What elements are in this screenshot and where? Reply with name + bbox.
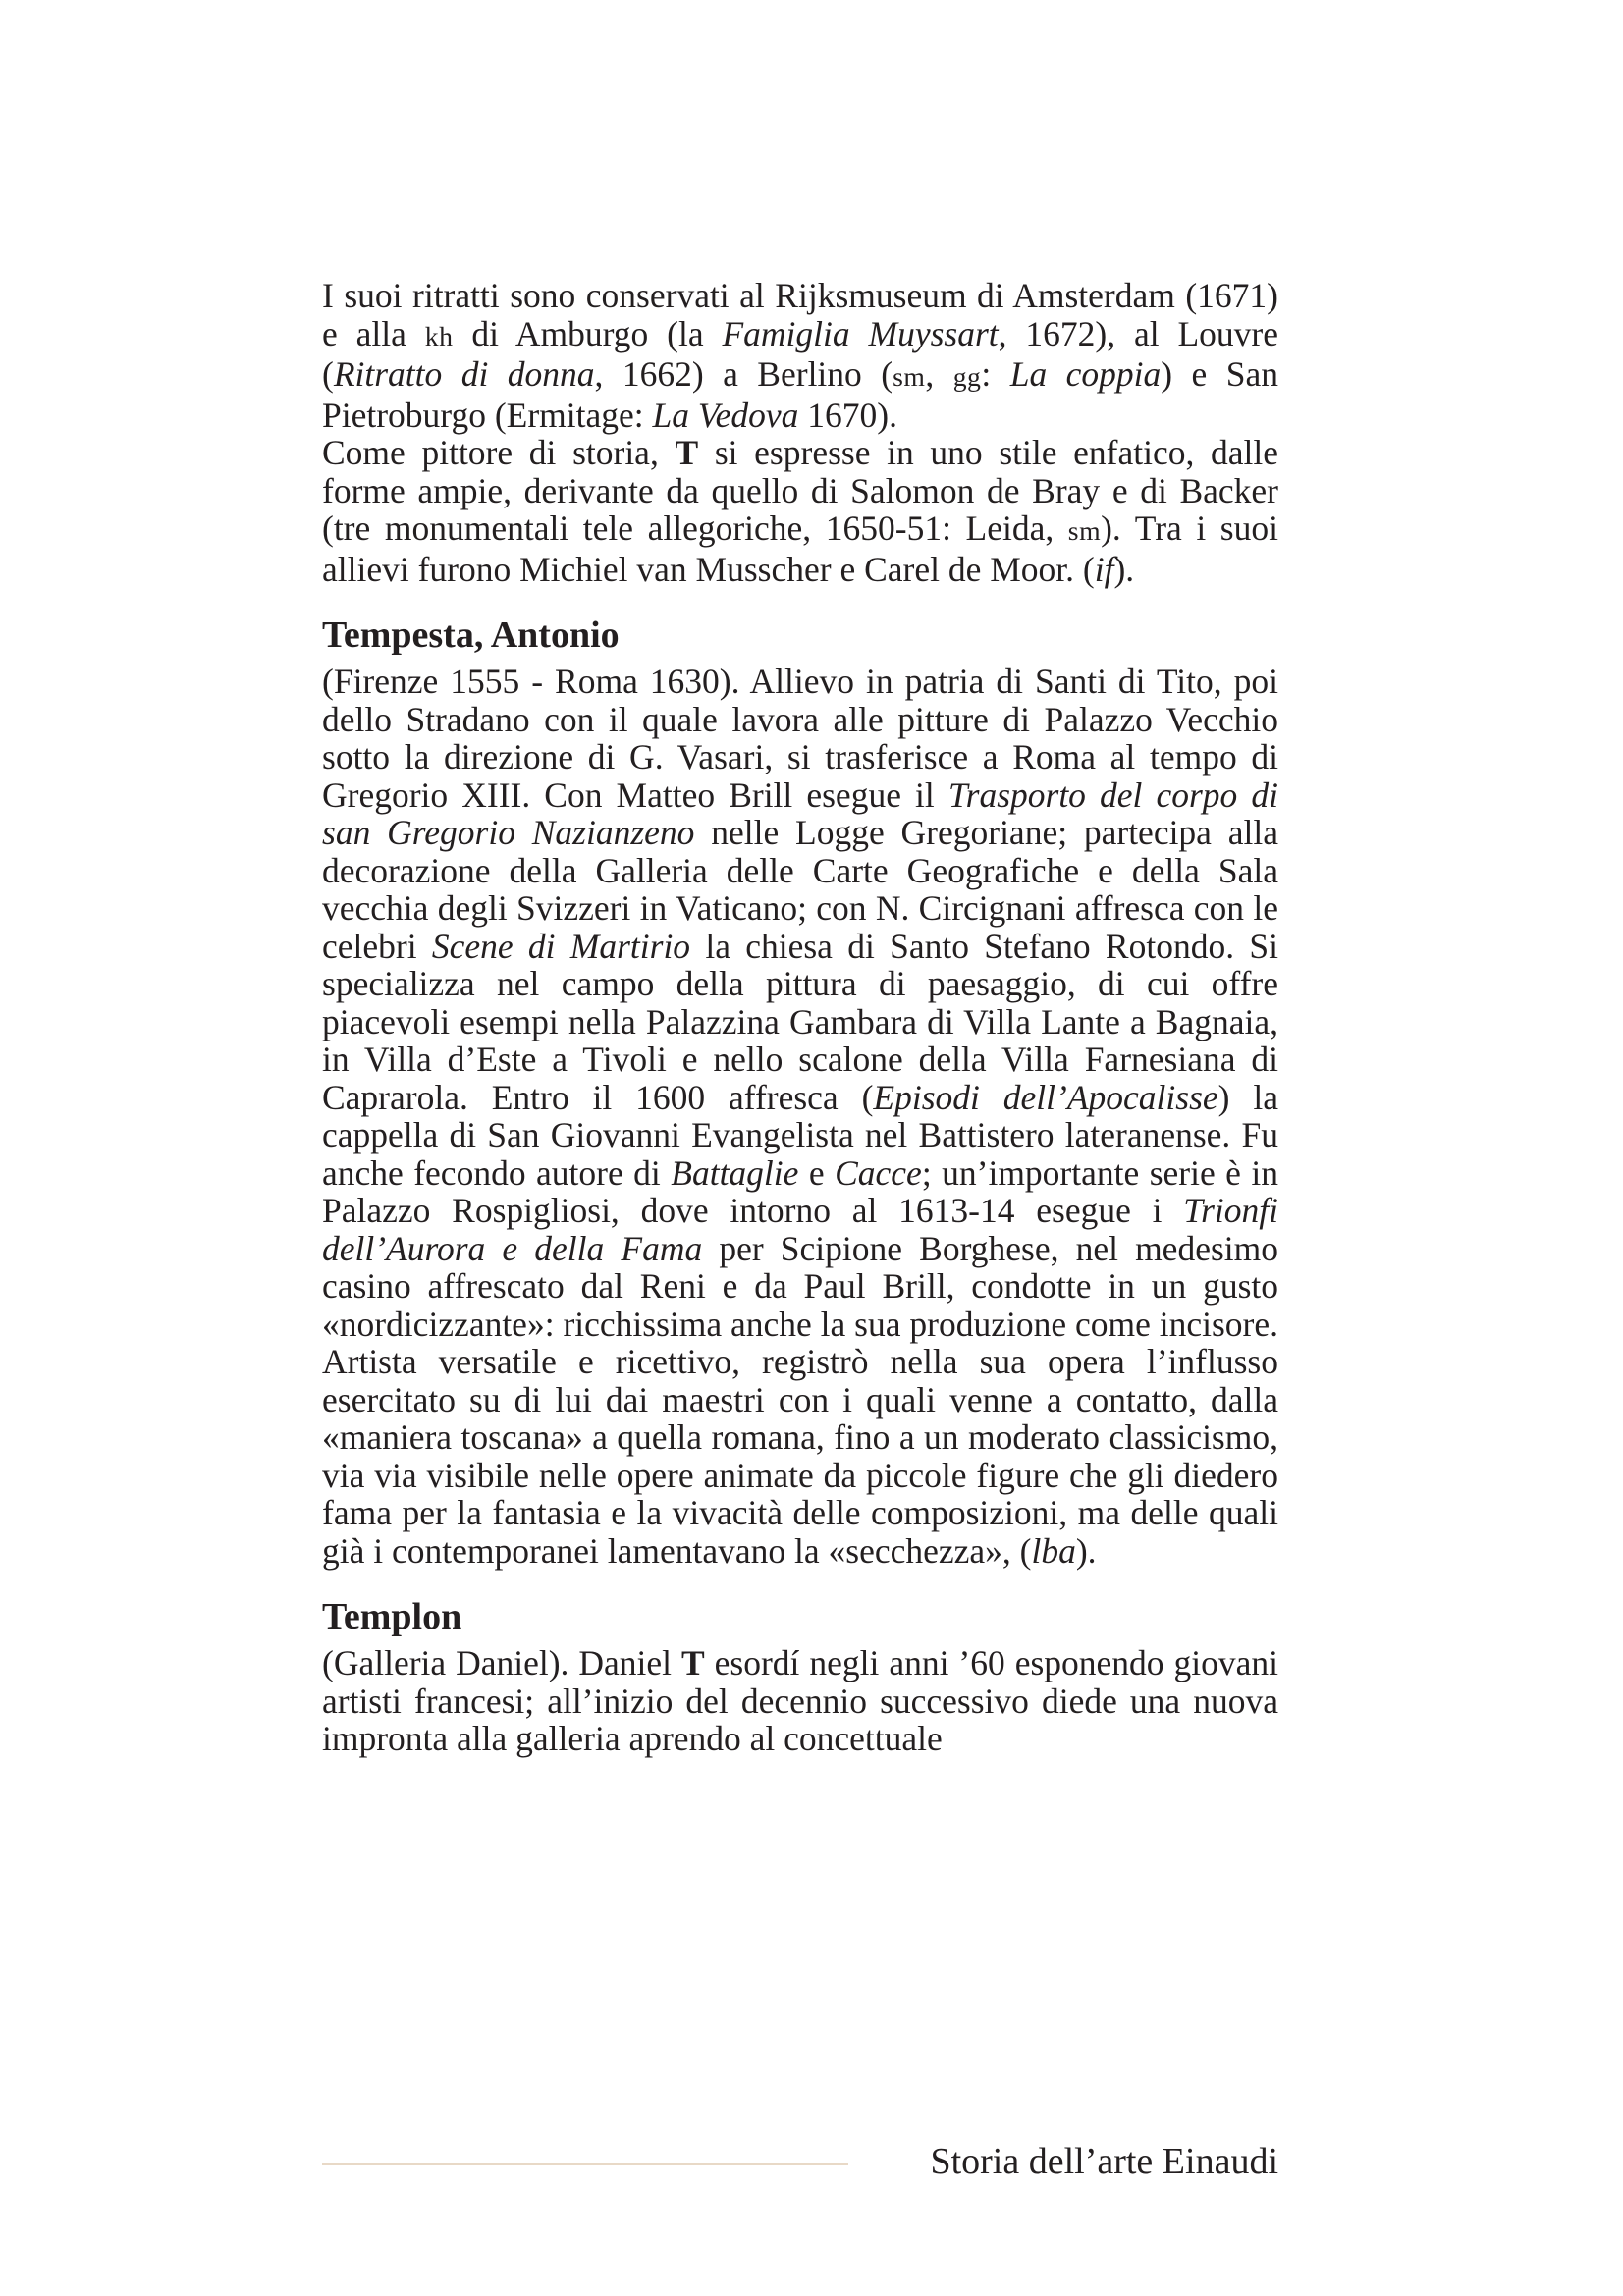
article-column xyxy=(322,277,1278,1758)
paragraph: (Firenze 1555 - Roma 1630). Allievo in patria di Santi di Tito, poi dello Stradano con il quale lavora alle pitture di Palazzo Vecchio sotto la direzione di G. Vasari, si trasferisce a Roma al tempo di Gregorio XIII. Con Matteo Brill esegue il Trasporto del corpo di san Gregorio Nazianzeno nelle Logge Gregoriane; partecipa alla decorazione della Galleria delle Carte Geografiche e della Sala vecchia degli Svizzeri in Vaticano; con N. Circignani affresca con le celebri Scene di Martirio la chiesa di Santo Stefano Rotondo. Si specializza nel campo della pittura di paesaggio, di cui offre piacevoli esempi nella Palazzina Gambara di Villa Lante a Bagnaia, in Villa d’Este a Tivoli e nello scalone della Villa Farnesiana di Caprarola. Entro il 1600 affresca (Episodi dell’Apocalisse) la cappella di San Giovanni Evangelista nel Battistero lateranense. Fu anche fecondo autore di Battaglie e Cacce; un’importante serie è in Palazzo Rospigliosi, dove intorno al 1613-14 esegue i Trionfi dell’Aurora e della Fama per Scipione Borghese, nel medesimo casino affrescato dal Reni e da Paul Brill, condotte in un gusto «nordicizzante»: ricchissima anche la sua produzione come incisore. Artista versatile e ricettivo, registrò nella sua opera l’influsso esercitato su di lui dai maestri con i quali venne a contatto, dalla «maniera toscana» a quella romana, fino a un moderato classicismo, via via visibile nelle opere animate da piccole figure che gli diedero fama per la fantasia e la vivacità delle composizioni, ma delle quali già i contemporanei lamentavano la «secchezza», (lba). xyxy=(322,662,1279,1571)
footer-title: Storia dell’arte Einaudi xyxy=(930,2141,1278,2182)
entry-tempesta xyxy=(322,614,1278,1570)
entry-templon xyxy=(322,1595,1278,1758)
paragraph: (Galleria Daniel). Daniel T esordí negli anni ’60 esponendo giovani artisti francesi; all’inizio del decennio successivo diede una nuova impronta alla galleria aprendo al concettuale xyxy=(322,1643,1278,1758)
footer-rule xyxy=(322,2163,848,2165)
entry-continuation xyxy=(322,277,1278,588)
paragraph: I suoi ritratti sono conservati al Rijksmuseum di Amsterdam (1671) e alla kh di Amburgo (la Famiglia Muyssart, 1672), al Louvre (Ritratto di donna, 1662) a Berlino (sm, gg: La coppia) e San Pietroburgo (Ermitage: La Vedova 1670). xyxy=(322,276,1278,435)
paragraph: Come pittore di storia, T si espresse in uno stile enfatico, dalle forme ampie, derivante da quello di Salomon de Bray e di Backer (tre monumentali tele allegoriche, 1650-51: Leida, sm). Tra i suoi allievi furono Michiel van Musscher e Carel de Moor. (if). xyxy=(322,433,1278,589)
entry-heading: Tempesta, Antonio xyxy=(322,614,620,656)
entry-heading: Templon xyxy=(322,1596,462,1637)
